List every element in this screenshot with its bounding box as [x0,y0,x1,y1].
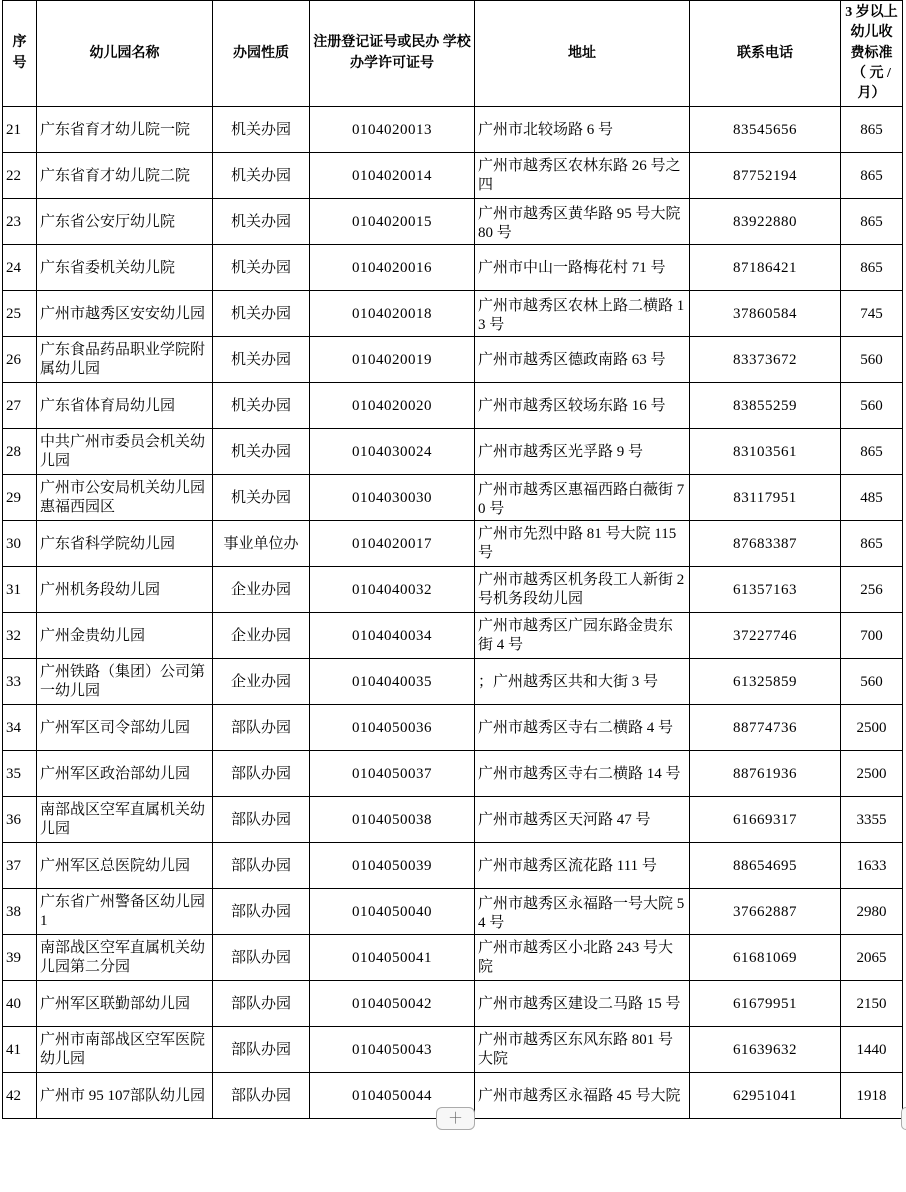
cell-kindergarten-name: 广州军区联勤部幼儿园 [37,981,213,1027]
cell-kindergarten-name: 广东省育才幼儿院二院 [37,153,213,199]
row-serial-number: 30 [3,521,37,567]
cell-address: 广州市先烈中路 81 号大院 115 号 [475,521,690,567]
cell-kindergarten-name: 广东省委机关幼儿院 [37,245,213,291]
cell-kindergarten-name: 广东省公安厅幼儿院 [37,199,213,245]
cell-phone: 87186421 [690,245,841,291]
table-row [3,429,903,475]
row-serial-number: 38 [3,889,37,935]
cell-park-type: 机关办园 [213,475,310,521]
cell-fee: 560 [841,383,903,429]
cell-park-type: 部队办园 [213,889,310,935]
row-serial-number: 41 [3,1027,37,1073]
cell-kindergarten-name: 广州军区司令部幼儿园 [37,705,213,751]
kindergarten-table [2,0,903,1119]
cell-registration-number: 0104040032 [310,567,475,613]
cell-kindergarten-name: 广州铁路（集团）公司第一幼儿园 [37,659,213,705]
row-serial-number: 33 [3,659,37,705]
cell-fee: 256 [841,567,903,613]
cell-phone: 62951041 [690,1073,841,1119]
cell-phone: 88654695 [690,843,841,889]
cell-kindergarten-name: 南部战区空军直属机关幼儿园 [37,797,213,843]
row-serial-number: 36 [3,797,37,843]
cell-address: 广州市越秀区寺右二横路 14 号 [475,751,690,797]
cell-phone: 61357163 [690,567,841,613]
cell-fee: 865 [841,521,903,567]
table-row [3,889,903,935]
row-serial-number: 32 [3,613,37,659]
cell-registration-number: 0104050043 [310,1027,475,1073]
cell-park-type: 机关办园 [213,153,310,199]
header-kindergarten-name: 幼儿园名称 [37,1,213,107]
cell-phone: 83922880 [690,199,841,245]
add-row-button[interactable]: ＋ [436,1107,475,1130]
cell-phone: 61325859 [690,659,841,705]
cell-fee: 2500 [841,751,903,797]
header-serial-number: 序号 [3,1,37,107]
cell-kindergarten-name: 广州军区政治部幼儿园 [37,751,213,797]
cell-registration-number: 0104040034 [310,613,475,659]
cell-registration-number: 0104020017 [310,521,475,567]
cell-fee: 865 [841,429,903,475]
cell-kindergarten-name: 广州军区总医院幼儿园 [37,843,213,889]
cell-fee: 560 [841,659,903,705]
cell-address: ；广州越秀区共和大街 3 号 [475,659,690,705]
cell-address: 广州市越秀区黄华路 95 号大院 80 号 [475,199,690,245]
cell-fee: 2065 [841,935,903,981]
table-row [3,199,903,245]
cell-address: 广州市北较场路 6 号 [475,107,690,153]
header-fee-standard: 3 岁以上幼儿收费标准 （ 元 / 月） [841,1,903,107]
cell-registration-number: 0104050040 [310,889,475,935]
cell-park-type: 部队办园 [213,843,310,889]
cell-address: 广州市越秀区农林上路二横路 13 号 [475,291,690,337]
cell-registration-number: 0104050042 [310,981,475,1027]
cell-park-type: 机关办园 [213,291,310,337]
cell-kindergarten-name: 广州市南部战区空军医院幼儿园 [37,1027,213,1073]
cell-registration-number: 0104020020 [310,383,475,429]
row-serial-number: 25 [3,291,37,337]
cell-address: 广州市越秀区较场东路 16 号 [475,383,690,429]
cell-registration-number: 0104020016 [310,245,475,291]
cell-registration-number: 0104050037 [310,751,475,797]
table-row [3,705,903,751]
cell-phone: 61639632 [690,1027,841,1073]
cell-park-type: 部队办园 [213,797,310,843]
table-row [3,797,903,843]
header-registration-number: 注册登记证号或民办 学校办学许可证号 [310,1,475,107]
cell-kindergarten-name: 广东省体育局幼儿园 [37,383,213,429]
cell-phone: 61679951 [690,981,841,1027]
cell-kindergarten-name: 广东省广州警备区幼儿园 1 [37,889,213,935]
cell-park-type: 部队办园 [213,981,310,1027]
cell-park-type: 机关办园 [213,245,310,291]
cell-fee: 1918 [841,1073,903,1119]
row-serial-number: 26 [3,337,37,383]
cell-kindergarten-name: 广东省育才幼儿院一院 [37,107,213,153]
cell-address: 广州市越秀区寺右二横路 4 号 [475,705,690,751]
cell-kindergarten-name: 广州金贵幼儿园 [37,613,213,659]
cell-park-type: 部队办园 [213,935,310,981]
cell-fee: 1633 [841,843,903,889]
row-serial-number: 28 [3,429,37,475]
header-address: 地址 [475,1,690,107]
row-serial-number: 31 [3,567,37,613]
cell-address: 广州市越秀区机务段工人新街 2 号机务段幼儿园 [475,567,690,613]
cell-fee: 3355 [841,797,903,843]
table-row [3,613,903,659]
cell-phone: 83103561 [690,429,841,475]
cell-phone: 88774736 [690,705,841,751]
cell-fee: 2500 [841,705,903,751]
row-serial-number: 37 [3,843,37,889]
cell-phone: 61681069 [690,935,841,981]
table-row [3,843,903,889]
cell-kindergarten-name: 中共广州市委员会机关幼儿园 [37,429,213,475]
cell-address: 广州市越秀区德政南路 63 号 [475,337,690,383]
cell-phone: 83117951 [690,475,841,521]
cell-fee: 2150 [841,981,903,1027]
table-row [3,751,903,797]
cell-fee: 865 [841,107,903,153]
table-row [3,1027,903,1073]
cell-address: 广州市越秀区永福路 45 号大院 [475,1073,690,1119]
table-row [3,567,903,613]
cell-kindergarten-name: 广州机务段幼儿园 [37,567,213,613]
cell-address: 广州市越秀区天河路 47 号 [475,797,690,843]
cell-address: 广州市越秀区建设二马路 15 号 [475,981,690,1027]
table-row [3,383,903,429]
header-phone: 联系电话 [690,1,841,107]
cell-kindergarten-name: 广州市越秀区安安幼儿园 [37,291,213,337]
cell-address: 广州市中山一路梅花村 71 号 [475,245,690,291]
cell-address: 广州市越秀区东风东路 801 号大院 [475,1027,690,1073]
cell-fee: 1440 [841,1027,903,1073]
row-serial-number: 27 [3,383,37,429]
cell-park-type: 企业办园 [213,567,310,613]
cell-fee: 2980 [841,889,903,935]
cell-phone: 83373672 [690,337,841,383]
cell-address: 广州市越秀区流花路 111 号 [475,843,690,889]
cell-address: 广州市越秀区农林东路 26 号之四 [475,153,690,199]
cell-phone: 83545656 [690,107,841,153]
cell-park-type: 机关办园 [213,429,310,475]
cell-fee: 865 [841,245,903,291]
cell-kindergarten-name: 广州市公安局机关幼儿园惠福西园区 [37,475,213,521]
cell-address: 广州市越秀区广园东路金贵东街 4 号 [475,613,690,659]
table-row [3,935,903,981]
cell-phone: 87683387 [690,521,841,567]
cell-phone: 88761936 [690,751,841,797]
cell-park-type: 部队办园 [213,751,310,797]
row-serial-number: 24 [3,245,37,291]
row-serial-number: 29 [3,475,37,521]
table-body [3,107,903,1119]
cell-registration-number: 0104020019 [310,337,475,383]
cell-fee: 865 [841,153,903,199]
table-row [3,153,903,199]
header-park-type: 办园性质 [213,1,310,107]
table-row [3,107,903,153]
cell-park-type: 机关办园 [213,383,310,429]
cell-registration-number: 0104020015 [310,199,475,245]
cell-address: 广州市越秀区永福路一号大院 54 号 [475,889,690,935]
cell-park-type: 机关办园 [213,337,310,383]
cell-registration-number: 0104050041 [310,935,475,981]
cell-park-type: 部队办园 [213,1073,310,1119]
cell-kindergarten-name: 广州市 95 107部队幼儿园 [37,1073,213,1119]
row-serial-number: 23 [3,199,37,245]
table-header [3,1,903,107]
cell-phone: 61669317 [690,797,841,843]
cell-fee: 485 [841,475,903,521]
cell-park-type: 事业单位办 [213,521,310,567]
cell-kindergarten-name: 南部战区空军直属机关幼儿园第二分园 [37,935,213,981]
cell-phone: 83855259 [690,383,841,429]
cell-fee: 865 [841,199,903,245]
row-serial-number: 21 [3,107,37,153]
table-row [3,981,903,1027]
row-serial-number: 42 [3,1073,37,1119]
cell-registration-number: 0104020018 [310,291,475,337]
partial-button-right-edge[interactable] [901,1107,906,1130]
row-serial-number: 22 [3,153,37,199]
cell-fee: 745 [841,291,903,337]
cell-registration-number: 0104050039 [310,843,475,889]
table-row [3,659,903,705]
cell-registration-number: 0104050038 [310,797,475,843]
cell-registration-number: 0104050044 [310,1073,475,1119]
row-serial-number: 39 [3,935,37,981]
cell-address: 广州市越秀区光孚路 9 号 [475,429,690,475]
cell-phone: 37860584 [690,291,841,337]
cell-registration-number: 0104030024 [310,429,475,475]
row-serial-number: 40 [3,981,37,1027]
cell-fee: 560 [841,337,903,383]
cell-park-type: 企业办园 [213,659,310,705]
row-serial-number: 34 [3,705,37,751]
cell-fee: 700 [841,613,903,659]
cell-registration-number: 0104040035 [310,659,475,705]
cell-phone: 37662887 [690,889,841,935]
header-row [3,1,903,107]
table-row [3,245,903,291]
cell-phone: 37227746 [690,613,841,659]
cell-park-type: 机关办园 [213,107,310,153]
row-serial-number: 35 [3,751,37,797]
cell-kindergarten-name: 广东省科学院幼儿园 [37,521,213,567]
cell-registration-number: 0104020014 [310,153,475,199]
cell-park-type: 部队办园 [213,1027,310,1073]
table-row [3,337,903,383]
cell-address: 广州市越秀区惠福西路白薇街 70 号 [475,475,690,521]
cell-park-type: 机关办园 [213,199,310,245]
cell-kindergarten-name: 广东食品药品职业学院附属幼儿园 [37,337,213,383]
table-row [3,521,903,567]
cell-phone: 87752194 [690,153,841,199]
cell-address: 广州市越秀区小北路 243 号大院 [475,935,690,981]
table-row [3,475,903,521]
cell-park-type: 部队办园 [213,705,310,751]
cell-registration-number: 0104030030 [310,475,475,521]
cell-registration-number: 0104020013 [310,107,475,153]
table-row [3,291,903,337]
cell-registration-number: 0104050036 [310,705,475,751]
cell-park-type: 企业办园 [213,613,310,659]
